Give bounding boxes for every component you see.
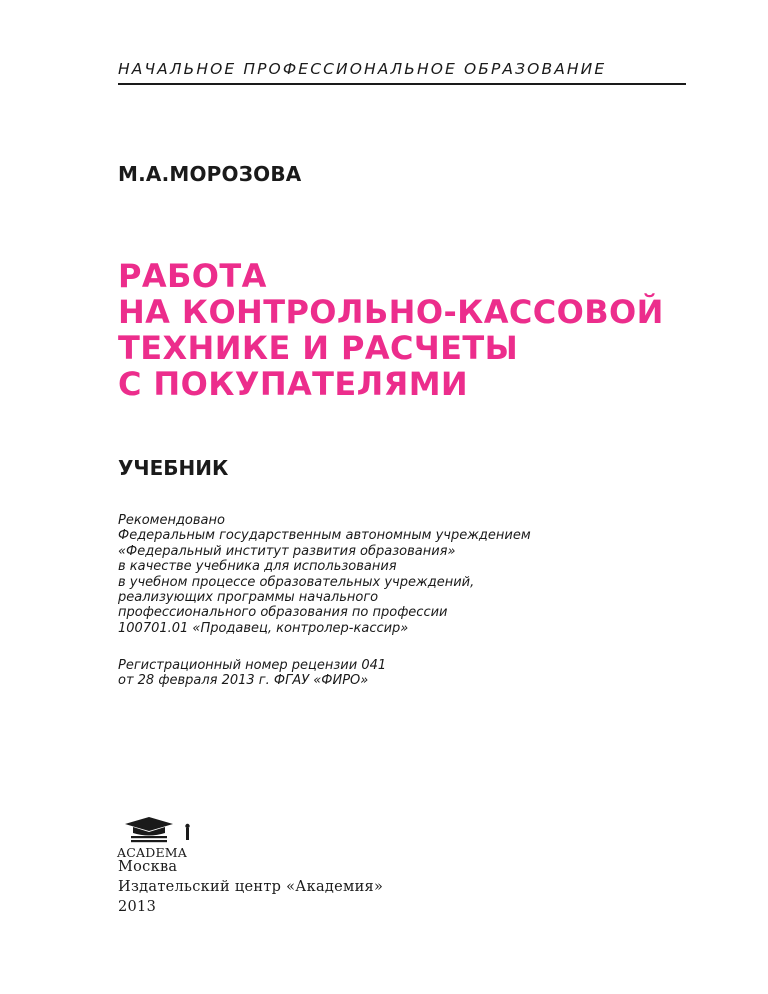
recommendation-line: профессионального образования по профессии bbox=[118, 605, 448, 621]
recommendation-line: «Федеральный институт развития образования» bbox=[118, 543, 456, 559]
series-divider bbox=[118, 83, 686, 85]
imprint bbox=[118, 857, 383, 917]
book-title-line: РАБОТА bbox=[118, 257, 267, 295]
publisher-logo bbox=[117, 816, 199, 860]
book-title-line: НА КОНТРОЛЬНО-КАССОВОЙ bbox=[118, 293, 664, 331]
recommendation-line: Рекомендовано bbox=[118, 513, 225, 528]
academic-cap-icon bbox=[125, 816, 193, 846]
book-title-line: С ПОКУПАТЕЛЯМИ bbox=[118, 365, 469, 403]
registration-line: Регистрационный номер рецензии 041 bbox=[118, 658, 387, 673]
recommendation-line: в качестве учебника для использования bbox=[118, 559, 397, 575]
recommendation-text bbox=[118, 513, 531, 636]
recommendation-line: в учебном процессе образовательных учреждений, bbox=[118, 574, 475, 590]
author-name: М.А.МОРОЗОВА bbox=[118, 162, 302, 186]
registration-text bbox=[118, 658, 386, 689]
book-kind: УЧЕБНИК bbox=[118, 456, 229, 480]
registration-line: от 28 февраля 2013 г. ФГАУ «ФИРО» bbox=[118, 673, 369, 689]
series-heading: НАЧАЛЬНОЕ ПРОФЕССИОНАЛЬНОЕ ОБРАЗОВАНИЕ bbox=[118, 60, 607, 78]
recommendation-line: 100701.01 «Продавец, контролер-кассир» bbox=[118, 620, 409, 636]
imprint-publisher: Издательский центр «Академия» bbox=[118, 879, 384, 895]
publisher-logo-text: ACADEMA bbox=[117, 845, 187, 860]
book-title-line: ТЕХНИКЕ И РАСЧЕТЫ bbox=[118, 329, 519, 367]
imprint-year: 2013 bbox=[118, 899, 157, 915]
imprint-city: Москва bbox=[118, 859, 178, 875]
book-title bbox=[118, 258, 664, 402]
recommendation-line: Федеральным государственным автономным учреждением bbox=[118, 528, 531, 544]
recommendation-line: реализующих программы начального bbox=[118, 590, 379, 606]
